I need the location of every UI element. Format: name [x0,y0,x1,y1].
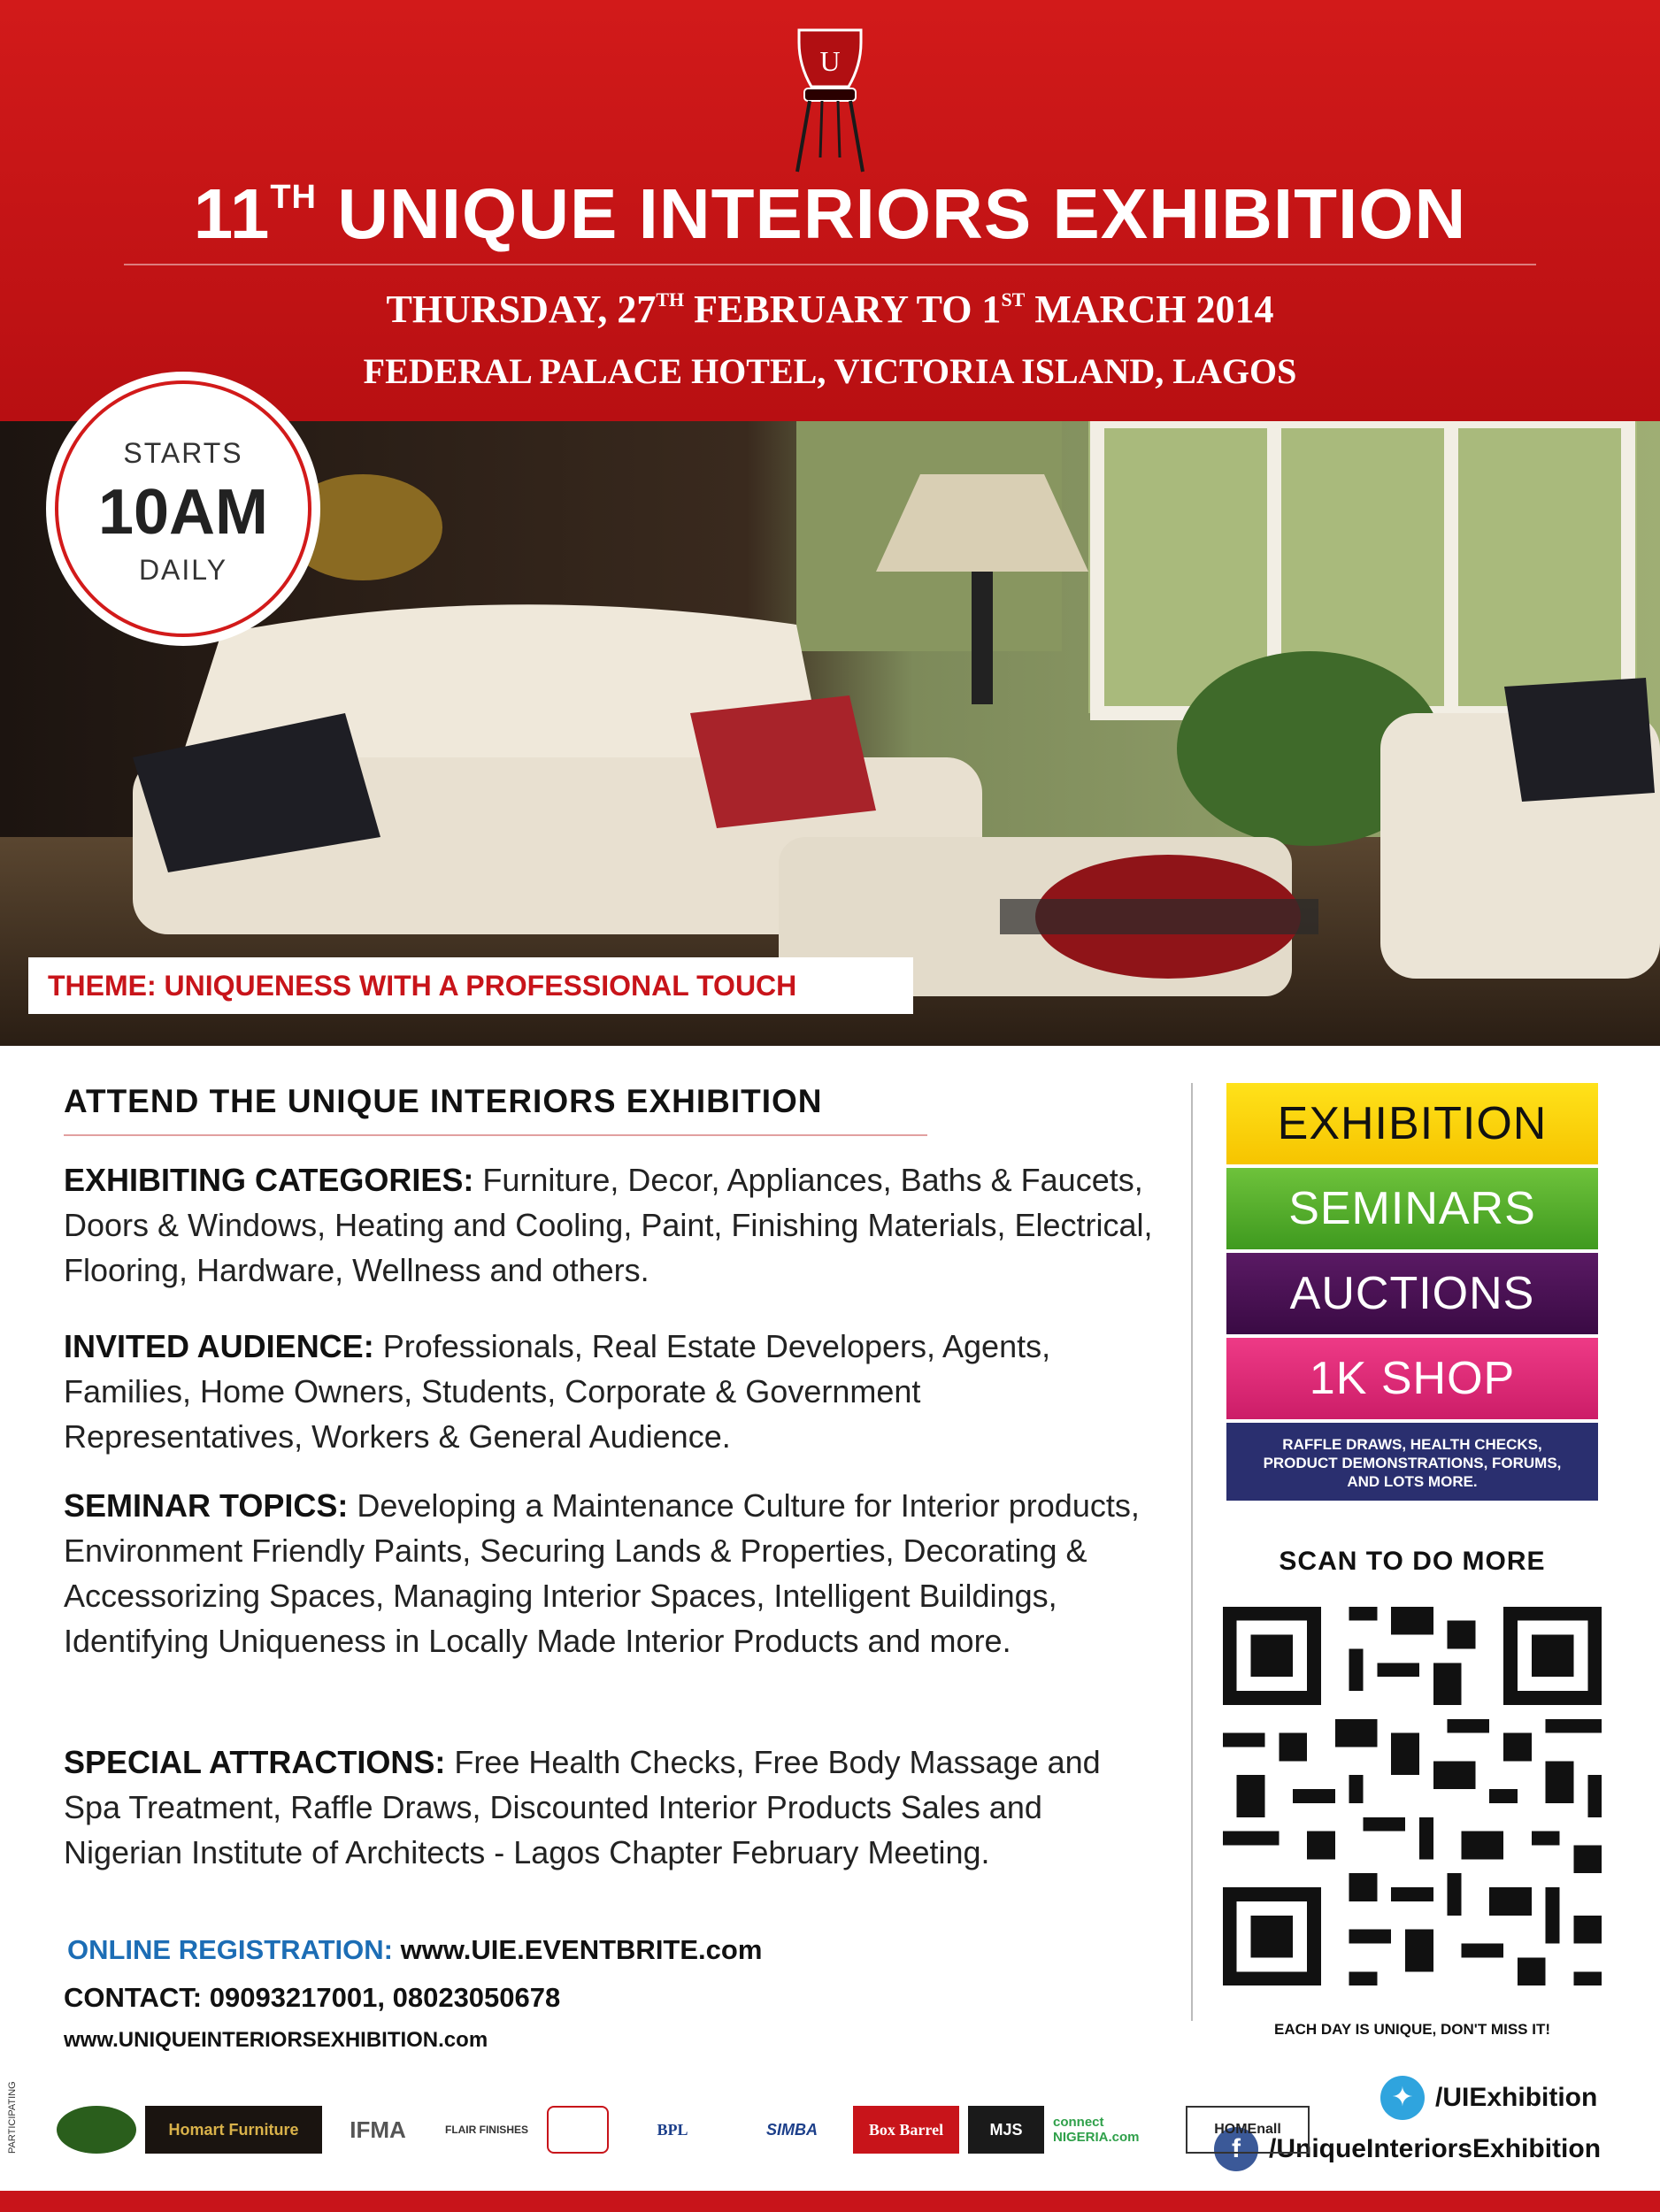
start-time-badge [55,380,311,637]
seminars-tile: SEMINARS [1226,1168,1598,1249]
tagline: EACH DAY IS UNIQUE, DON'T MISS IT! [1274,2021,1550,2038]
sponsor-logo-homart: Homart Furniture [145,2106,322,2154]
auctions-tile: AUCTIONS [1226,1253,1598,1334]
sponsor-logo-1 [57,2106,136,2154]
participating-label: PARTICIPATING [7,2081,18,2154]
badge-time: 10AM [97,477,269,548]
title-number: 11 [193,174,271,253]
section-text: Furniture, Decor, Appliances, Baths & Faucets, Doors & Windows, Heating and Cooling, Paint, Finishing Materials, Electrical, Flooring, Hardware, Wellness and others. [64,1162,1153,1288]
date-part-c: MARCH 2014 [1025,288,1274,331]
twitter-handle: /UIExhibition [1435,2083,1598,2112]
sponsor-logo-ifma: IFMA [350,2116,406,2143]
sponsor-logo-flair: FLAIR FINISHES [444,2124,528,2136]
attend-heading: ATTEND THE UNIQUE INTERIORS EXHIBITION [64,1083,823,1119]
chair-logo-icon [783,25,877,175]
twitter-icon: ✦ [1380,2076,1425,2120]
date-sup-a: TH [656,288,685,311]
section-seminars [64,1483,1161,1663]
date-part-a: THURSDAY, 27 [386,288,657,331]
sponsor-logo-bpl: BPL [657,2120,688,2139]
sponsor-logo-boxbarrel: Box Barrel [853,2106,959,2154]
section-text: Professionals, Real Estate Developers, Agents, Families, Home Owners, Students, Corporate & Government Representatives, Workers & General Audience. [64,1328,1051,1455]
registration-label: ONLINE REGISTRATION: [67,1934,393,1965]
header-banner [0,0,1660,421]
sponsor-logo-simba: SIMBA [766,2120,818,2139]
footer-bar [0,2191,1660,2212]
shop-tile: 1K SHOP [1226,1338,1598,1419]
section-label: SPECIAL ATTRACTIONS: [64,1744,446,1780]
date-sup-b: ST [1001,288,1026,311]
section-text: Free Health Checks, Free Body Massage and Spa Treatment, Raffle Draws, Discounted Interior Products Sales and Nigerian Institute of Architects - Lagos Chapter February Meeting. [64,1744,1101,1870]
facebook-handle: /UniqueInteriorsExhibition [1269,2134,1602,2163]
page-title [0,173,1660,255]
section-text: Developing a Maintenance Culture for Interior products, Environment Friendly Paints, Securing Lands & Properties, Decorating & Accessorizing Spaces, Managing Interior Spaces, Intelligent Buildings, Identifying Uniqueness in Locally Made Interior Products and more. [64,1487,1140,1659]
website-link[interactable]: www.UNIQUEINTERIORSEXHIBITION.com [64,2028,488,2052]
title-superscript: TH [270,179,317,216]
online-registration [67,1934,762,1966]
event-date [0,287,1660,332]
date-part-b: FEBRUARY TO 1 [684,288,1002,331]
scan-heading: SCAN TO DO MORE [1279,1547,1546,1576]
sponsor-logo-mjs: MJS [968,2106,1044,2154]
badge-starts: STARTS [123,437,243,469]
section-label: SEMINAR TOPICS: [64,1487,349,1524]
qr-code-icon[interactable] [1209,1593,1616,2000]
sponsor-logo-homenall: HOMEnall [1186,2106,1310,2154]
attend-divider [64,1134,927,1136]
section-label: INVITED AUDIENCE: [64,1328,374,1364]
facebook-icon: f [1214,2127,1258,2171]
logo-letter: U [819,45,841,77]
registration-link[interactable]: www.UIE.EVENTBRITE.com [392,1934,763,1965]
contact-numbers: CONTACT: 09093217001, 08023050678 [64,1982,561,2013]
event-venue: FEDERAL PALACE HOTEL, VICTORIA ISLAND, LAGOS [363,351,1297,391]
badge-daily: DAILY [138,554,228,586]
section-attractions [64,1740,1161,1875]
extras-line: AND LOTS MORE. [1347,1473,1478,1490]
extras-box [1226,1423,1598,1501]
header-divider [124,264,1536,265]
title-text: UNIQUE INTERIORS EXHIBITION [337,174,1467,253]
sponsor-logo-5 [547,2106,609,2154]
theme-banner: THEME: UNIQUENESS WITH A PROFESSIONAL TOUCH [28,957,913,1014]
section-categories [64,1157,1161,1293]
column-divider [1191,1083,1193,2021]
sponsor-logo-connect: connect NIGERIA.com [1053,2115,1140,2145]
extras-line: PRODUCT DEMONSTRATIONS, FORUMS, [1263,1455,1562,1471]
twitter-link[interactable] [1380,2076,1597,2120]
exhibition-tile: EXHIBITION [1226,1083,1598,1164]
section-audience [64,1324,1161,1459]
section-label: EXHIBITING CATEGORIES: [64,1162,474,1198]
extras-line: RAFFLE DRAWS, HEALTH CHECKS, [1282,1436,1542,1453]
